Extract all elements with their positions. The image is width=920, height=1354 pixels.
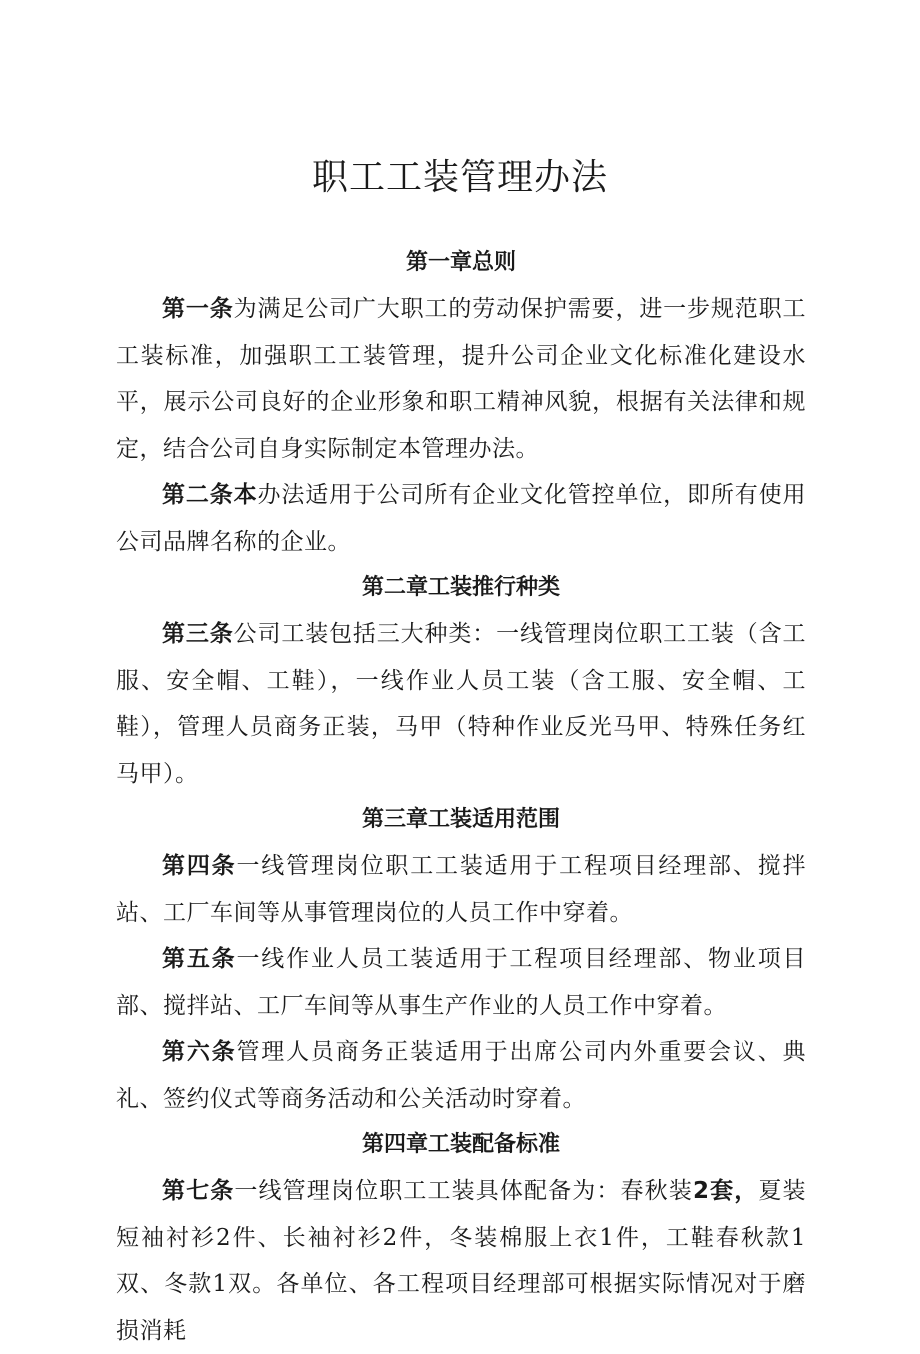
article-label: 第四条: [162, 853, 237, 879]
article-label: 第三条: [162, 621, 234, 647]
article-label: 第七条: [162, 1178, 235, 1204]
article-text: 一线作业人员工装适用于工程项目经理部、物业项目部、搅拌站、工厂车间等从事生产作业的人员工作中穿着。: [116, 946, 807, 1019]
article-5: [116, 936, 806, 1029]
article-text: 一线管理岗位职工工装具体配备为：春秋装: [234, 1178, 693, 1204]
chapter-heading-4: 第四章工装配备标准: [361, 1132, 560, 1157]
article-label: 第六条: [162, 1039, 237, 1065]
chapter-heading-2: 第二章工装推行种类: [361, 575, 560, 600]
document-body: [116, 240, 806, 1354]
article-text: 管理人员商务正装适用于出席公司内外重要会议、典礼、签约仪式等商务活动和公关活动时穿着。: [116, 1039, 807, 1112]
article-text: 夏装短袖衬衫2件、长袖衬衫2件，冬装棉服上衣1件，工鞋春秋款1双、冬款1双。各单位、各工程项目经理部可根据实际情况对于磨损消耗: [116, 1178, 806, 1344]
article-label: 第五条: [162, 946, 237, 972]
article-7: [116, 1168, 806, 1354]
article-1: [116, 286, 806, 472]
article-label: 第一条: [162, 296, 234, 322]
article-6: [116, 1029, 806, 1122]
article-3: [116, 611, 806, 797]
document-title: 职工工装管理办法: [311, 157, 608, 198]
article-2: [116, 472, 806, 565]
article-text: 公司工装包括三大种类：一线管理岗位职工工装（含工服、安全帽、工鞋），一线作业人员工装（含工服、安全帽、工鞋），管理人员商务正装，马甲（特种作业反光马甲、特殊任务红马甲）。: [116, 621, 807, 787]
chapter-heading-3: 第三章工装适用范围: [361, 807, 560, 832]
article-text: 为满足公司广大职工的劳动保护需要，进一步规范职工工装标准，加强职工工装管理，提升公司企业文化标准化建设水平，展示公司良好的企业形象和职工精神风貌，根据有关法律和规定，结合公司自身实际制定本管理办法。: [116, 296, 807, 462]
article-4: [116, 843, 806, 936]
chapter-heading-1: 第一章总则: [405, 250, 516, 275]
article-label: 第二条本: [162, 482, 258, 508]
article-text-bold: 2套，: [692, 1178, 759, 1204]
article-text: 办法适用于公司所有企业文化管控单位，即所有使用公司品牌名称的企业。: [116, 482, 807, 555]
article-text: 一线管理岗位职工工装适用于工程项目经理部、搅拌站、工厂车间等从事管理岗位的人员工作中穿着。: [116, 853, 807, 926]
